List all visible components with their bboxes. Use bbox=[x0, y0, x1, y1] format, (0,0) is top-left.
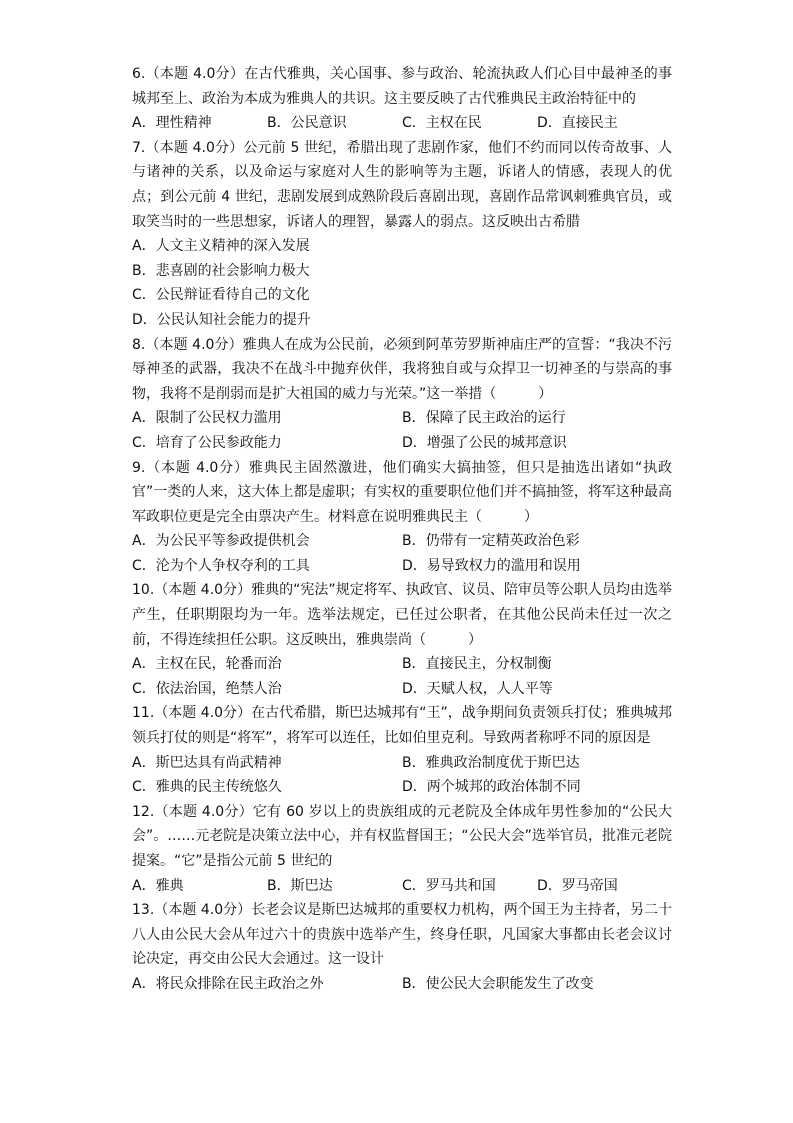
question-9 bbox=[132, 456, 672, 579]
question-stem: 7.（本题 4.0分）公元前 5 世纪，希腊出现了悲剧作家，他们不约而同以传奇故事、人与诸神的关系，以及命运与家庭对人生的影响等为主题，诉诸人的情感，表现人的优点；到公元前 4 世纪，悲剧发展到成熟阶段后喜剧出现，喜剧作品常讽刺雅典官员，或取笑当时的一些思想家，诉诸人的理智，暴露人的弱点。这反映出古希腊 bbox=[132, 139, 672, 230]
option-row bbox=[132, 431, 672, 456]
option-row bbox=[132, 677, 672, 702]
option-a: A．主权在民，轮番而治 bbox=[132, 656, 282, 673]
question-12 bbox=[132, 800, 672, 898]
option-c: C．依法治国，绝禁人治 bbox=[132, 680, 282, 697]
option-a: A．雅典 bbox=[132, 877, 184, 894]
option-d: D．两个城邦的政治体制不同 bbox=[402, 779, 581, 796]
option-d: D．直接民主 bbox=[537, 115, 618, 132]
option-row bbox=[132, 874, 672, 899]
option-row bbox=[132, 751, 672, 776]
option-a: A．理性精神 bbox=[132, 115, 212, 132]
option-c: C．公民辩证看待自己的文化 bbox=[132, 287, 310, 304]
question-stem: 13.（本题 4.0分）长老会议是斯巴达城邦的重要权力机构，两个国王为主持者，另二十八人由公民大会从年过六十的贵族中选举产生，终身任职，凡国家大事都由长老会议讨论决定，再交由公民大会通过。这一设计 bbox=[132, 902, 672, 968]
option-b: B．公民意识 bbox=[267, 115, 347, 132]
option-b: B．斯巴达 bbox=[267, 877, 333, 894]
option-c: C．主权在民 bbox=[402, 115, 482, 132]
option-a: A．斯巴达具有尚武精神 bbox=[132, 754, 282, 771]
option-row bbox=[132, 652, 672, 677]
option-b: B．仍带有一定精英政治色彩 bbox=[402, 533, 580, 550]
option-d: D．公民认知社会能力的提升 bbox=[132, 311, 311, 328]
option-row bbox=[132, 406, 672, 431]
question-8 bbox=[132, 333, 672, 456]
option-d: D．天赋人权，人人平等 bbox=[402, 680, 553, 697]
option-a: A．将民众排除在民主政治之外 bbox=[132, 975, 324, 992]
option-b: B．保障了民主政治的运行 bbox=[402, 410, 566, 427]
option-a: A．人文主义精神的深入发展 bbox=[132, 238, 310, 255]
option-column bbox=[132, 234, 672, 332]
question-stem: 8.（本题 4.0分）雅典人在成为公民前，必须到阿革劳罗斯神庙庄严的宣誓：“我决不污辱神圣的武器，我决不在战斗中抛弃伙伴，我将独自或与众捍卫一切神圣的与崇高的事物，我将不是削弱而是扩大祖国的威力与光荣。”这一举措（ ） bbox=[132, 336, 672, 402]
option-d: D．易导致权力的滥用和误用 bbox=[402, 557, 581, 574]
option-c: C．罗马共和国 bbox=[402, 877, 496, 894]
option-d: D．增强了公民的城邦意识 bbox=[402, 434, 567, 451]
option-b: B．悲喜剧的社会影响力极大 bbox=[132, 262, 310, 279]
question-stem: 11.（本题 4.0分）在古代希腊，斯巴达城邦有“王”，战争期间负责领兵打仗；雅典城邦领兵打仗的则是“将军”，将军可以连任，比如伯里克利。导致两者称呼不同的原因是 bbox=[132, 705, 672, 747]
question-6 bbox=[132, 62, 672, 136]
question-stem: 10.（本题 4.0分）雅典的“宪法”规定将军、执政官、议员、陪审员等公职人员均由选举产生，任职期限均为一年。选举法规定，已任过公职者，在其他公民尚未任过一次之前，不得连续担任公职。这反映出，雅典崇尚（ ） bbox=[132, 582, 672, 648]
option-b: B．使公民大会职能发生了改变 bbox=[402, 975, 594, 992]
question-7 bbox=[132, 136, 672, 333]
question-stem: 6.（本题 4.0分）在古代雅典，关心国事、参与政治、轮流执政人们心目中最神圣的事城邦至上、政治为本成为雅典人的共识。这主要反映了古代雅典民主政治特征中的 bbox=[132, 66, 672, 107]
option-b: B．直接民主，分权制衡 bbox=[402, 656, 552, 673]
option-c: C．沦为个人争权夺利的工具 bbox=[132, 557, 310, 574]
question-11 bbox=[132, 701, 672, 799]
question-stem: 12.（本题 4.0分）它有 60 岁以上的贵族组成的元老院及全体成年男性参加的“公民大会”。……元老院是决策立法中心，并有权监督国王；“公民大会”选举官员，批准元老院提案。“它”是指公元前 5 世纪的 bbox=[132, 803, 672, 869]
option-d: D．罗马帝国 bbox=[537, 877, 618, 894]
question-13 bbox=[132, 898, 672, 996]
option-row bbox=[132, 529, 672, 554]
option-row bbox=[132, 972, 672, 997]
option-c: C．培育了公民参政能力 bbox=[132, 434, 282, 451]
option-row bbox=[132, 775, 672, 800]
question-10 bbox=[132, 578, 672, 701]
option-row bbox=[132, 554, 672, 579]
question-stem: 9.（本题 4.0分）雅典民主固然激进，他们确实大搞抽签，但只是抽选出诸如“执政官”一类的人来，这大体上都是虚职；有实权的重要职位他们并不搞抽签，将军这种最高军政职位更是完全由票决产生。材料意在说明雅典民主（ ） bbox=[132, 459, 672, 525]
option-row bbox=[132, 111, 672, 136]
option-a: A．为公民平等参政提供机会 bbox=[132, 533, 310, 550]
option-c: C．雅典的民主传统悠久 bbox=[132, 779, 282, 796]
option-a: A．限制了公民权力滥用 bbox=[132, 410, 282, 427]
question-list bbox=[132, 62, 672, 997]
option-b: B．雅典政治制度优于斯巴达 bbox=[402, 754, 580, 771]
